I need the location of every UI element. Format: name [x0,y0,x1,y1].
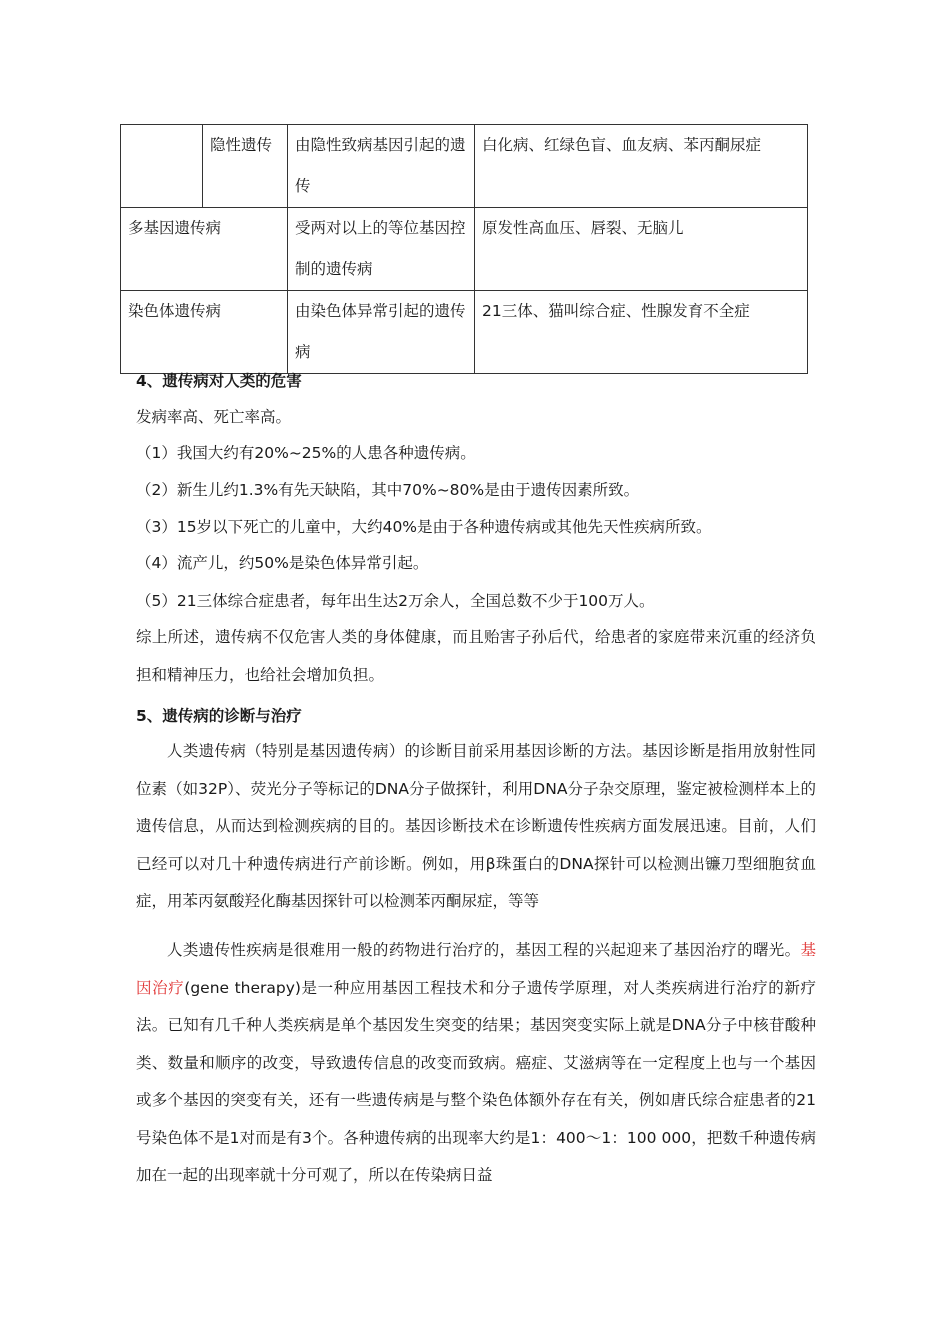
table-cell-category [121,125,203,208]
section-4-heading: 4、遗传病对人类的危害 [136,372,302,390]
table-cell-definition: 由染色体异常引起的遗传病 [288,291,475,374]
genetic-disease-table [120,124,808,374]
table-cell-definition: 由隐性致病基因引起的遗传 [288,125,475,208]
section-5-heading: 5、遗传病的诊断与治疗 [136,707,302,725]
table-cell-examples: 原发性高血压、唇裂、无脑儿 [475,208,808,291]
table-cell-category: 多基因遗传病 [121,208,288,291]
list-item: （2）新生儿约1.3%有先天缺陷，其中70%~80%是由于遗传因素所致。 [136,481,640,499]
table-row [121,291,808,374]
list-item: （1）我国大约有20%~25%的人患各种遗传病。 [136,444,476,462]
table-cell-examples: 白化病、红绿色盲、血友病、苯丙酮尿症 [475,125,808,208]
section-5-paragraph-2 [136,932,816,1195]
list-item: （4）流产儿，约50%是染色体异常引起。 [136,554,429,572]
table-row [121,125,808,208]
section-4-intro: 发病率高、死亡率高。 [136,408,292,426]
table-row [121,208,808,291]
section-5-paragraph-1: 人类遗传病（特别是基因遗传病）的诊断目前采用基因诊断的方法。基因诊断是指用放射性同位素（如32P）、荧光分子等标记的DNA分子做探针，利用DNA分子杂交原理，鉴定被检测样本上的遗传信息，从而达到检测疾病的目的。基因诊断技术在诊断遗传性疾病方面发展迅速。目前，人们已经可以对几十种遗传病进行产前诊断。例如，用β珠蛋白的DNA探针可以检测出镰刀型细胞贫血症，用苯丙氨酸羟化酶基因探针可以检测苯丙酮尿症，等等 [136,742,816,910]
paragraph-text: (gene therapy)是一种应用基因工程技术和分子遗传学原理，对人类疾病进行治疗的新疗法。已知有几千种人类疾病是单个基因发生突变的结果；基因突变实际上就是DNA分子中核苷酸种类、数量和顺序的改变，导致遗传信息的改变而致病。癌症、艾滋病等在一定程度上也与一个基因或多个基因的突变有关，还有一些遗传病是与整个染色体额外存在有关，例如唐氏综合症患者的21号染色体不是1对而是有3个。各种遗传病的出现率大约是1：400～1：100 000，把数千种遗传病加在一起的出现率就十分可观了，所以在传染病日益 [136,978,816,1184]
section-4-summary: 综上所述，遗传病不仅危害人类的身体健康，而且贻害子孙后代，给患者的家庭带来沉重的经济负担和精神压力，也给社会增加负担。 [136,628,816,684]
table-cell-examples: 21三体、猫叫综合症、性腺发育不全症 [475,291,808,374]
table-cell-category: 染色体遗传病 [121,291,288,374]
list-item: （5）21三体综合症患者，每年出生达2万余人，全国总数不少于100万人。 [136,592,655,610]
gene-therapy-highlight: 基因治疗 [136,941,816,997]
table-cell-subtype: 隐性遗传 [203,125,288,208]
list-item: （3）15岁以下死亡的儿童中，大约40%是由于各种遗传病或其他先天性疾病所致。 [136,518,712,536]
paragraph-text: 人类遗传性疾病是很难用一般的药物进行治疗的，基因工程的兴起迎来了基因治疗的曙光。 [167,941,801,959]
table-cell-definition: 受两对以上的等位基因控制的遗传病 [288,208,475,291]
